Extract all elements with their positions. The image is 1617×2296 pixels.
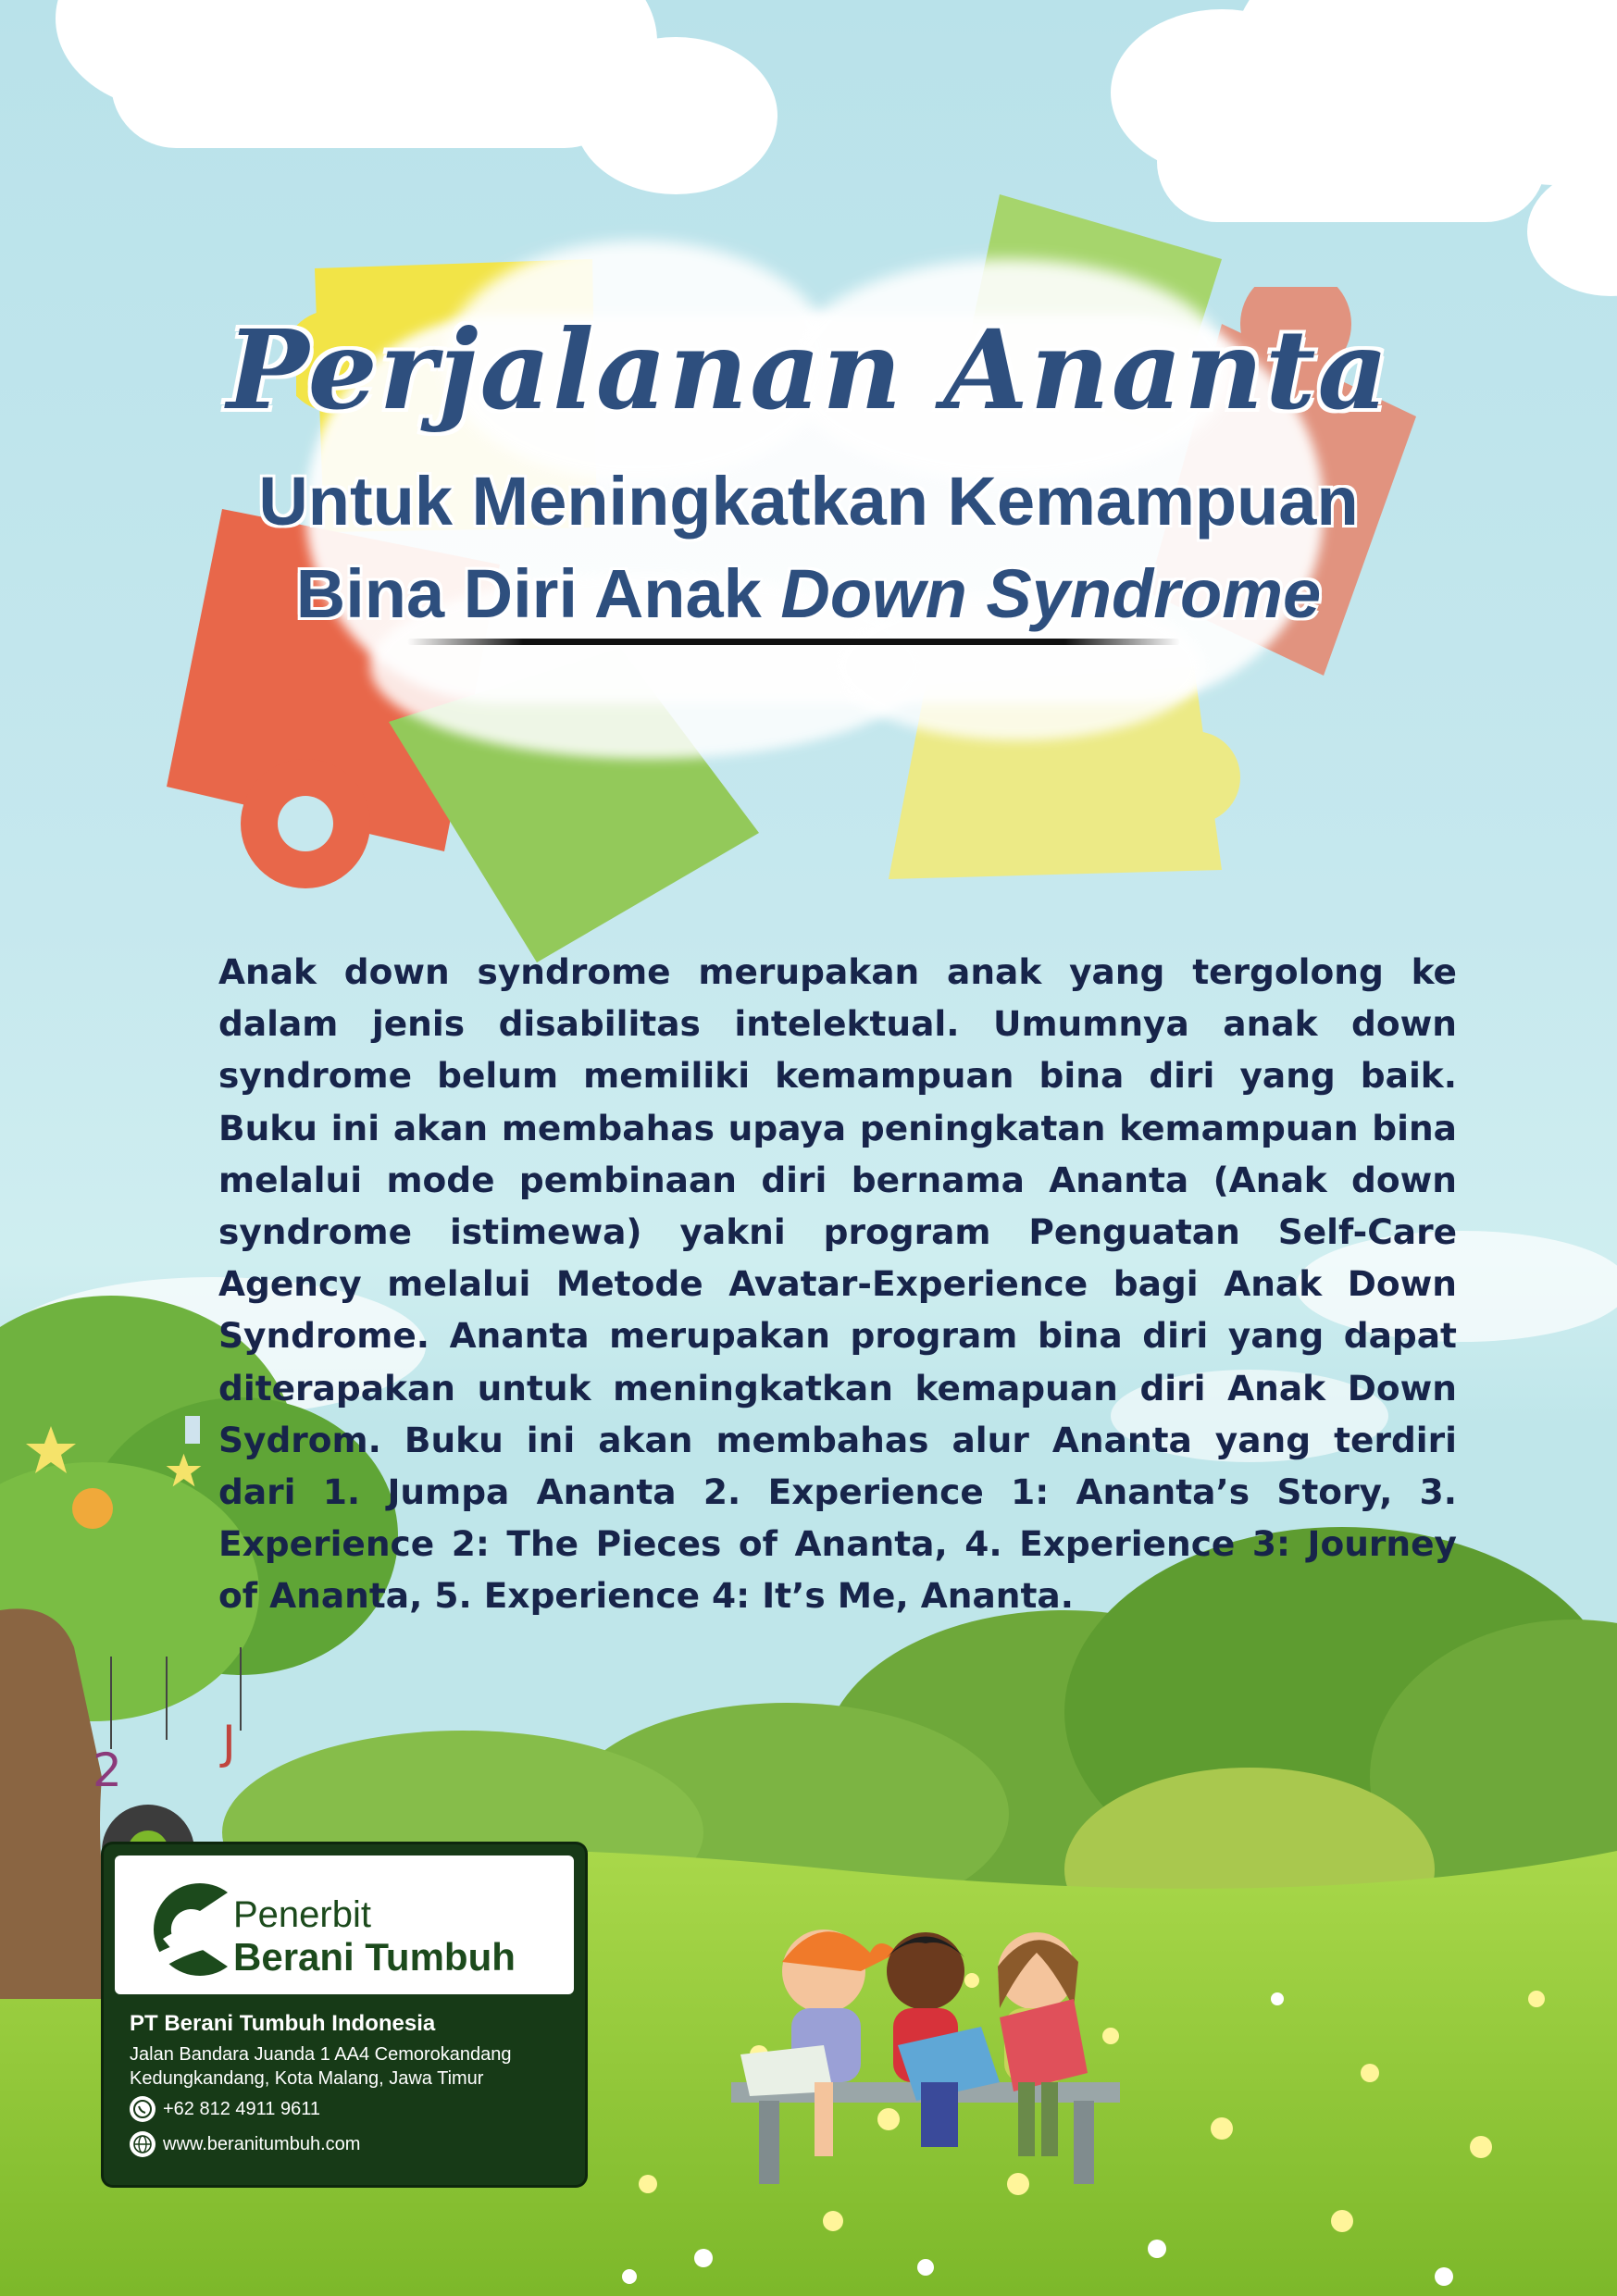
globe-icon xyxy=(130,2131,155,2157)
publisher-logo-panel xyxy=(115,1855,574,1994)
subtitle-line-1: Untuk Meningkatkan Kemampuan xyxy=(258,463,1359,540)
company-name: PT Berani Tumbuh Indonesia xyxy=(130,2011,436,2036)
book-subtitle xyxy=(0,455,1617,640)
subtitle-line-2-italic: Down Syndrome xyxy=(780,555,1322,632)
svg-text:2: 2 xyxy=(93,1744,122,1797)
phone-number: +62 812 4911 9611 xyxy=(163,2098,320,2119)
publisher-logo-name: Berani Tumbuh xyxy=(233,1935,516,1979)
phone-row xyxy=(130,2096,320,2122)
svg-text:J: J xyxy=(222,1716,236,1769)
title-divider xyxy=(407,639,1180,645)
publisher-card xyxy=(104,1844,585,2185)
website-url[interactable]: www.beranitumbuh.com xyxy=(163,2133,361,2154)
address-line-1: Jalan Bandara Juanda 1 AA4 Cemorokandang xyxy=(130,2044,512,2065)
subtitle-line-2 xyxy=(0,548,1617,640)
subtitle-line-2-plain: Bina Diri Anak xyxy=(295,555,781,632)
address-line-2: Kedungkandang, Kota Malang, Jawa Timur xyxy=(130,2068,484,2089)
whatsapp-icon xyxy=(130,2096,155,2122)
publisher-logo-small-text: Penerbit xyxy=(233,1894,371,1935)
children-reading-illustration xyxy=(722,1916,1138,2193)
book-title: Perjalanan Ananta xyxy=(227,305,1390,434)
website-row xyxy=(130,2131,360,2157)
berani-tumbuh-logo-icon xyxy=(135,1874,237,1980)
book-description: Anak down syndrome merupakan anak yang tergolong ke dalam jenis disabilitas intelektual. Umumnya anak down syndrome belum memiliki kemampuan bina diri yang baik. Buku ini akan membahas upaya peningkatan kemampuan bina melalui mode pembinaan diri bernama Ananta (Anak down syndrome istimewa) yakni program Penguatan Self-Care Agency melalui Metode Avatar-Experience bagi Anak Down Syndrome. Ananta merupakan program bina diri yang dapat diterapakan untuk meningkatkan kemapuan diri Anak Down Sydrom. Buku ini akan membahas alur Ananta yang terdiri dari 1. Jumpa Ananta 2. Experience 1: Ananta’s Story, 3. Experience 2: The Pieces of Ananta, 4. Experience 3: Journey of Ananta, 5. Experience 4: It’s Me, Ananta. xyxy=(218,951,1457,1617)
